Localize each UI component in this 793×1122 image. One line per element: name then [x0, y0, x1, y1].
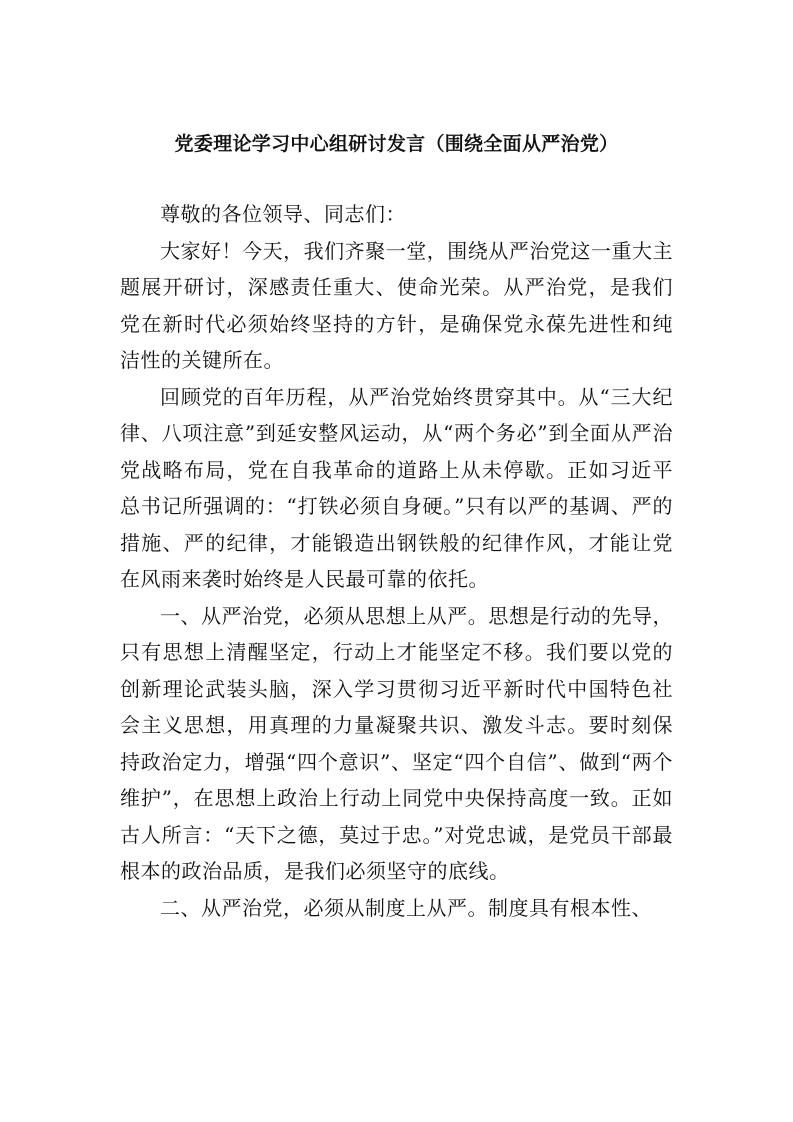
document-body	[120, 196, 673, 926]
history-paragraph: 回顾党的百年历程，从严治党始终贯穿其中。从“三大纪律、八项注意”到延安整风运动，从“两个务必”到全面从严治党战略布局，党在自我革命的道路上从未停歇。正如习近平总书记所强调的：“打铁必须自身硬。”只有以严的基调、严的措施、严的纪律，才能锻造出钢铁般的纪律作风，才能让党在风雨来袭时始终是人民最可靠的依托。	[120, 384, 673, 591]
salutation-paragraph: 尊敬的各位领导、同志们：	[160, 202, 406, 226]
greeting-paragraph: 大家好！今天，我们齐聚一堂，围绕从严治党这一重大主题展开研讨，深感责任重大、使命光荣。从严治党，是我们党在新时代必须始终坚持的方针，是确保党永葆先进性和纯洁性的关键所在。	[120, 238, 673, 372]
section-two-paragraph: 二、从严治党，必须从制度上从严。制度具有根本性、	[160, 895, 652, 920]
document-title: 党委理论学习中心组研讨发言（围绕全面从严治党）	[174, 133, 619, 155]
section-one-paragraph: 一、从严治党，必须从思想上从严。思想是行动的先导，只有思想上清醒坚定，行动上才能坚定不移。我们要以党的创新理论武装头脑，深入学习贯彻习近平新时代中国特色社会主义思想，用真理的力量凝聚共识、激发斗志。要时刻保持政治定力，增强“四个意识”、坚定“四个自信”、做到“两个维护”，在思想上政治上行动上同党中央保持高度一致。正如古人所言：“天下之德，莫过于忠。”对党忠诚，是党员干部最根本的政治品质，是我们必须坚守的底线。	[120, 603, 673, 883]
